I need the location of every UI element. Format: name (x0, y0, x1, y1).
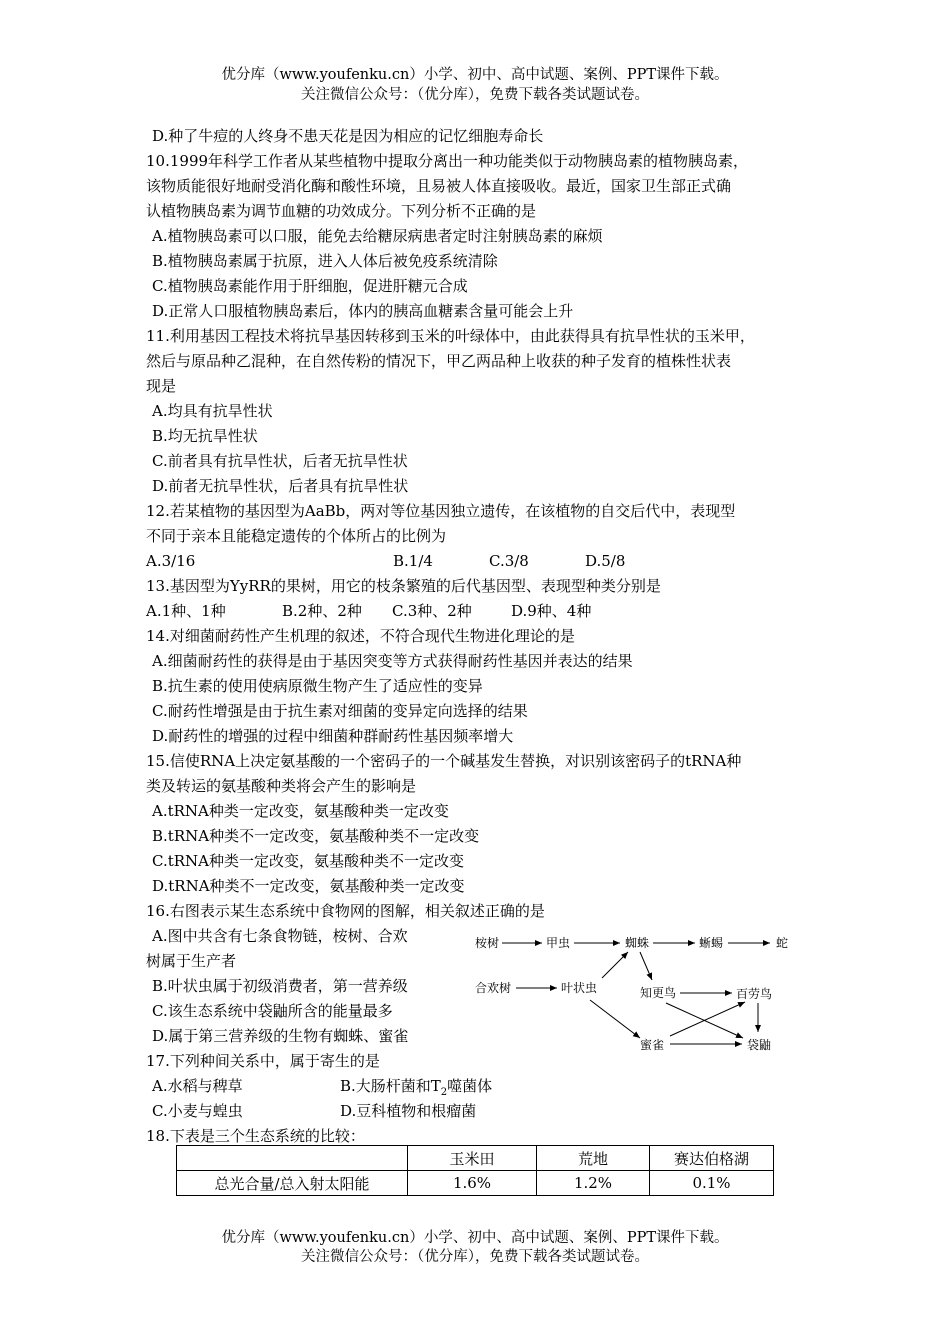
q10-stem-1: 10.1999年科学工作者从某些植物中提取分离出一种功能类似于动物胰岛素的植物胰岛素， (146, 152, 749, 170)
q10-stem-2: 该物质能很好地耐受消化酶和酸性环境，且易被人体直接吸收。最近，国家卫生部正式确 (146, 177, 732, 195)
q13-option-a: A.1种、1种 (146, 602, 226, 620)
q10-option-b: B.植物胰岛素属于抗原，进入人体后被免疫系统清除 (152, 252, 498, 270)
q12-stem-1: 12.若某植物的基因型为AaBb，两对等位基因独立遗传，在该植物的自交后代中，表现型 (146, 502, 736, 520)
q17-option-b: B.大肠杆菌和$T_2$噬菌体 (340, 1077, 493, 1098)
q18-stem: 18.下表是三个生态系统的比较： (146, 1127, 365, 1145)
header-line-1: 优分库（www.youfenku.cn）小学、初中、高中试题、案例、PPT课件下载。 (221, 67, 729, 83)
table-row (177, 1171, 774, 1196)
q12-stem-2: 不同于亲本且能稳定遗传的个体所占的比例为 (146, 527, 447, 545)
q11-stem-2: 然后与原品种乙混种，在自然传粉的情况下，甲乙两品种上收获的种子发育的植株性状表 (146, 352, 732, 370)
q13-option-b: B.2种、2种 (282, 602, 362, 620)
node-acacia: 合欢树 (475, 981, 512, 995)
q17-stem: 17.下列种间关系中，属于寄生的是 (146, 1052, 380, 1070)
q10-stem-3: 认植物胰岛素为调节血糖的功效成分。下列分析不正确的是 (146, 202, 537, 220)
node-eucalyptus: 桉树 (475, 936, 500, 950)
q13-options (146, 600, 706, 622)
table-header-row (177, 1146, 774, 1171)
q15-option-d: D.tRNA种类不一定改变，氨基酸种类一定改变 (152, 877, 465, 895)
food-web-diagram (470, 920, 800, 1065)
q12-option-a: A.3/16 (146, 552, 196, 570)
q10-option-a: A.植物胰岛素可以口服，能免去给糖尿病患者定时注射胰岛素的麻烦 (152, 227, 603, 245)
ecosystem-comparison-table (176, 1145, 774, 1196)
table-header-cell (177, 1146, 408, 1171)
q13-option-c: C.3种、2种 (392, 602, 472, 620)
q9-option-d: D.种了牛痘的人终身不患天花是因为相应的记忆细胞寿命长 (152, 127, 544, 145)
edge-leafbug-honeyeater (590, 1000, 640, 1038)
node-honeyeater: 蜜雀 (640, 1038, 665, 1052)
q16-option-a-1: A.图中共含有七条食物链，桉树、合欢 (152, 927, 408, 945)
node-lizard: 蜥蜴 (699, 936, 724, 950)
footer-line-1: 优分库（www.youfenku.cn）小学、初中、高中试题、案例、PPT课件下载。 (221, 1230, 729, 1246)
edge-spider-robin (640, 952, 652, 980)
q11-stem-3: 现是 (146, 377, 177, 395)
q11-option-d: D.前者无抗旱性状，后者具有抗旱性状 (152, 477, 409, 495)
table-header-cell: 赛达伯格湖 (650, 1146, 774, 1171)
q16-option-d: D.属于第三营养级的生物有蜘蛛、蜜雀 (152, 1027, 409, 1045)
q15-option-c: C.tRNA种类一定改变，氨基酸种类不一定改变 (152, 852, 464, 870)
header-line-2: 关注微信公众号：（优分库），免费下载各类试题试卷。 (301, 87, 649, 103)
table-cell: 1.2% (537, 1171, 650, 1196)
q16-option-b: B.叶状虫属于初级消费者，第一营养级 (152, 977, 408, 995)
q17-row-2 (152, 1100, 652, 1122)
q14-option-b: B.抗生素的使用使病原微生物产生了适应性的变异 (152, 677, 483, 695)
node-quoll: 袋鼬 (747, 1038, 772, 1052)
q12-option-b: B.1/4 (393, 552, 433, 570)
table-header-cell: 荒地 (537, 1146, 650, 1171)
q11-option-c: C.前者具有抗旱性状，后者无抗旱性状 (152, 452, 408, 470)
q11-option-b: B.均无抗旱性状 (152, 427, 258, 445)
q16-option-a-2: 树属于生产者 (146, 952, 237, 970)
q15-option-b: B.tRNA种类不一定改变，氨基酸种类不一定改变 (152, 827, 480, 845)
footer-line-2: 关注微信公众号：（优分库），免费下载各类试题试卷。 (301, 1249, 649, 1265)
q17-option-c: C.小麦与蝗虫 (152, 1102, 243, 1120)
q14-option-c: C.耐药性增强是由于抗生素对细菌的变异定向选择的结果 (152, 702, 528, 720)
table-cell: 总光合量/总入射太阳能 (177, 1171, 408, 1196)
q15-stem-1: 15.信使RNA上决定氨基酸的一个密码子的一个碱基发生替换，对识别该密码子的tRNA种 (146, 752, 742, 770)
q12-options (146, 550, 646, 572)
node-beetle: 甲虫 (546, 936, 571, 950)
edge-honeyeater-lyrebird (670, 1002, 745, 1036)
q14-option-d: D.耐药性的增强的过程中细菌种群耐药性基因频率增大 (152, 727, 514, 745)
node-snake: 蛇 (776, 936, 789, 950)
q12-option-d: D.5/8 (585, 552, 626, 570)
q11-stem-1: 11.利用基因工程技术将抗旱基因转移到玉米的叶绿体中，由此获得具有抗旱性状的玉米甲， (146, 327, 755, 345)
q14-option-a: A.细菌耐药性的获得是由于基因突变等方式获得耐药性基因并表达的结果 (152, 652, 633, 670)
node-lyrebird: 百劳鸟 (736, 987, 773, 1001)
q11-option-a: A.均具有抗旱性状 (152, 402, 273, 420)
q17-option-d: D.豆科植物和根瘤菌 (340, 1102, 477, 1120)
q13-option-d: D.9种、4种 (511, 602, 592, 620)
q14-stem: 14.对细菌耐药性产生机理的叙述，不符合现代生物进化理论的是 (146, 627, 575, 645)
table-cell: 1.6% (408, 1171, 537, 1196)
q16-option-c: C.该生态系统中袋鼬所含的能量最多 (152, 1002, 393, 1020)
q17-option-a: A.水稻与稗草 (152, 1077, 243, 1095)
node-leafbug: 叶状虫 (561, 981, 598, 995)
table-header-cell: 玉米田 (408, 1146, 537, 1171)
table-cell: 0.1% (650, 1171, 774, 1196)
q17-row-1 (152, 1075, 652, 1097)
q16-stem: 16.右图表示某生态系统中食物网的图解，相关叙述正确的是 (146, 902, 545, 920)
q12-option-c: C.3/8 (489, 552, 529, 570)
q13-stem: 13.基因型为YyRR的果树，用它的枝条繁殖的后代基因型、表现型种类分别是 (146, 577, 661, 595)
q15-option-a: A.tRNA种类一定改变，氨基酸种类一定改变 (152, 802, 449, 820)
edge-leafbug-spider (602, 952, 628, 978)
node-spider: 蜘蛛 (625, 936, 650, 950)
q10-option-c: C.植物胰岛素能作用于肝细胞，促进肝糖元合成 (152, 277, 468, 295)
q10-option-d: D.正常人口服植物胰岛素后，体内的胰高血糖素含量可能会上升 (152, 302, 574, 320)
q15-stem-2: 类及转运的氨基酸种类将会产生的影响是 (146, 777, 417, 795)
node-robin: 知更鸟 (640, 986, 677, 1000)
